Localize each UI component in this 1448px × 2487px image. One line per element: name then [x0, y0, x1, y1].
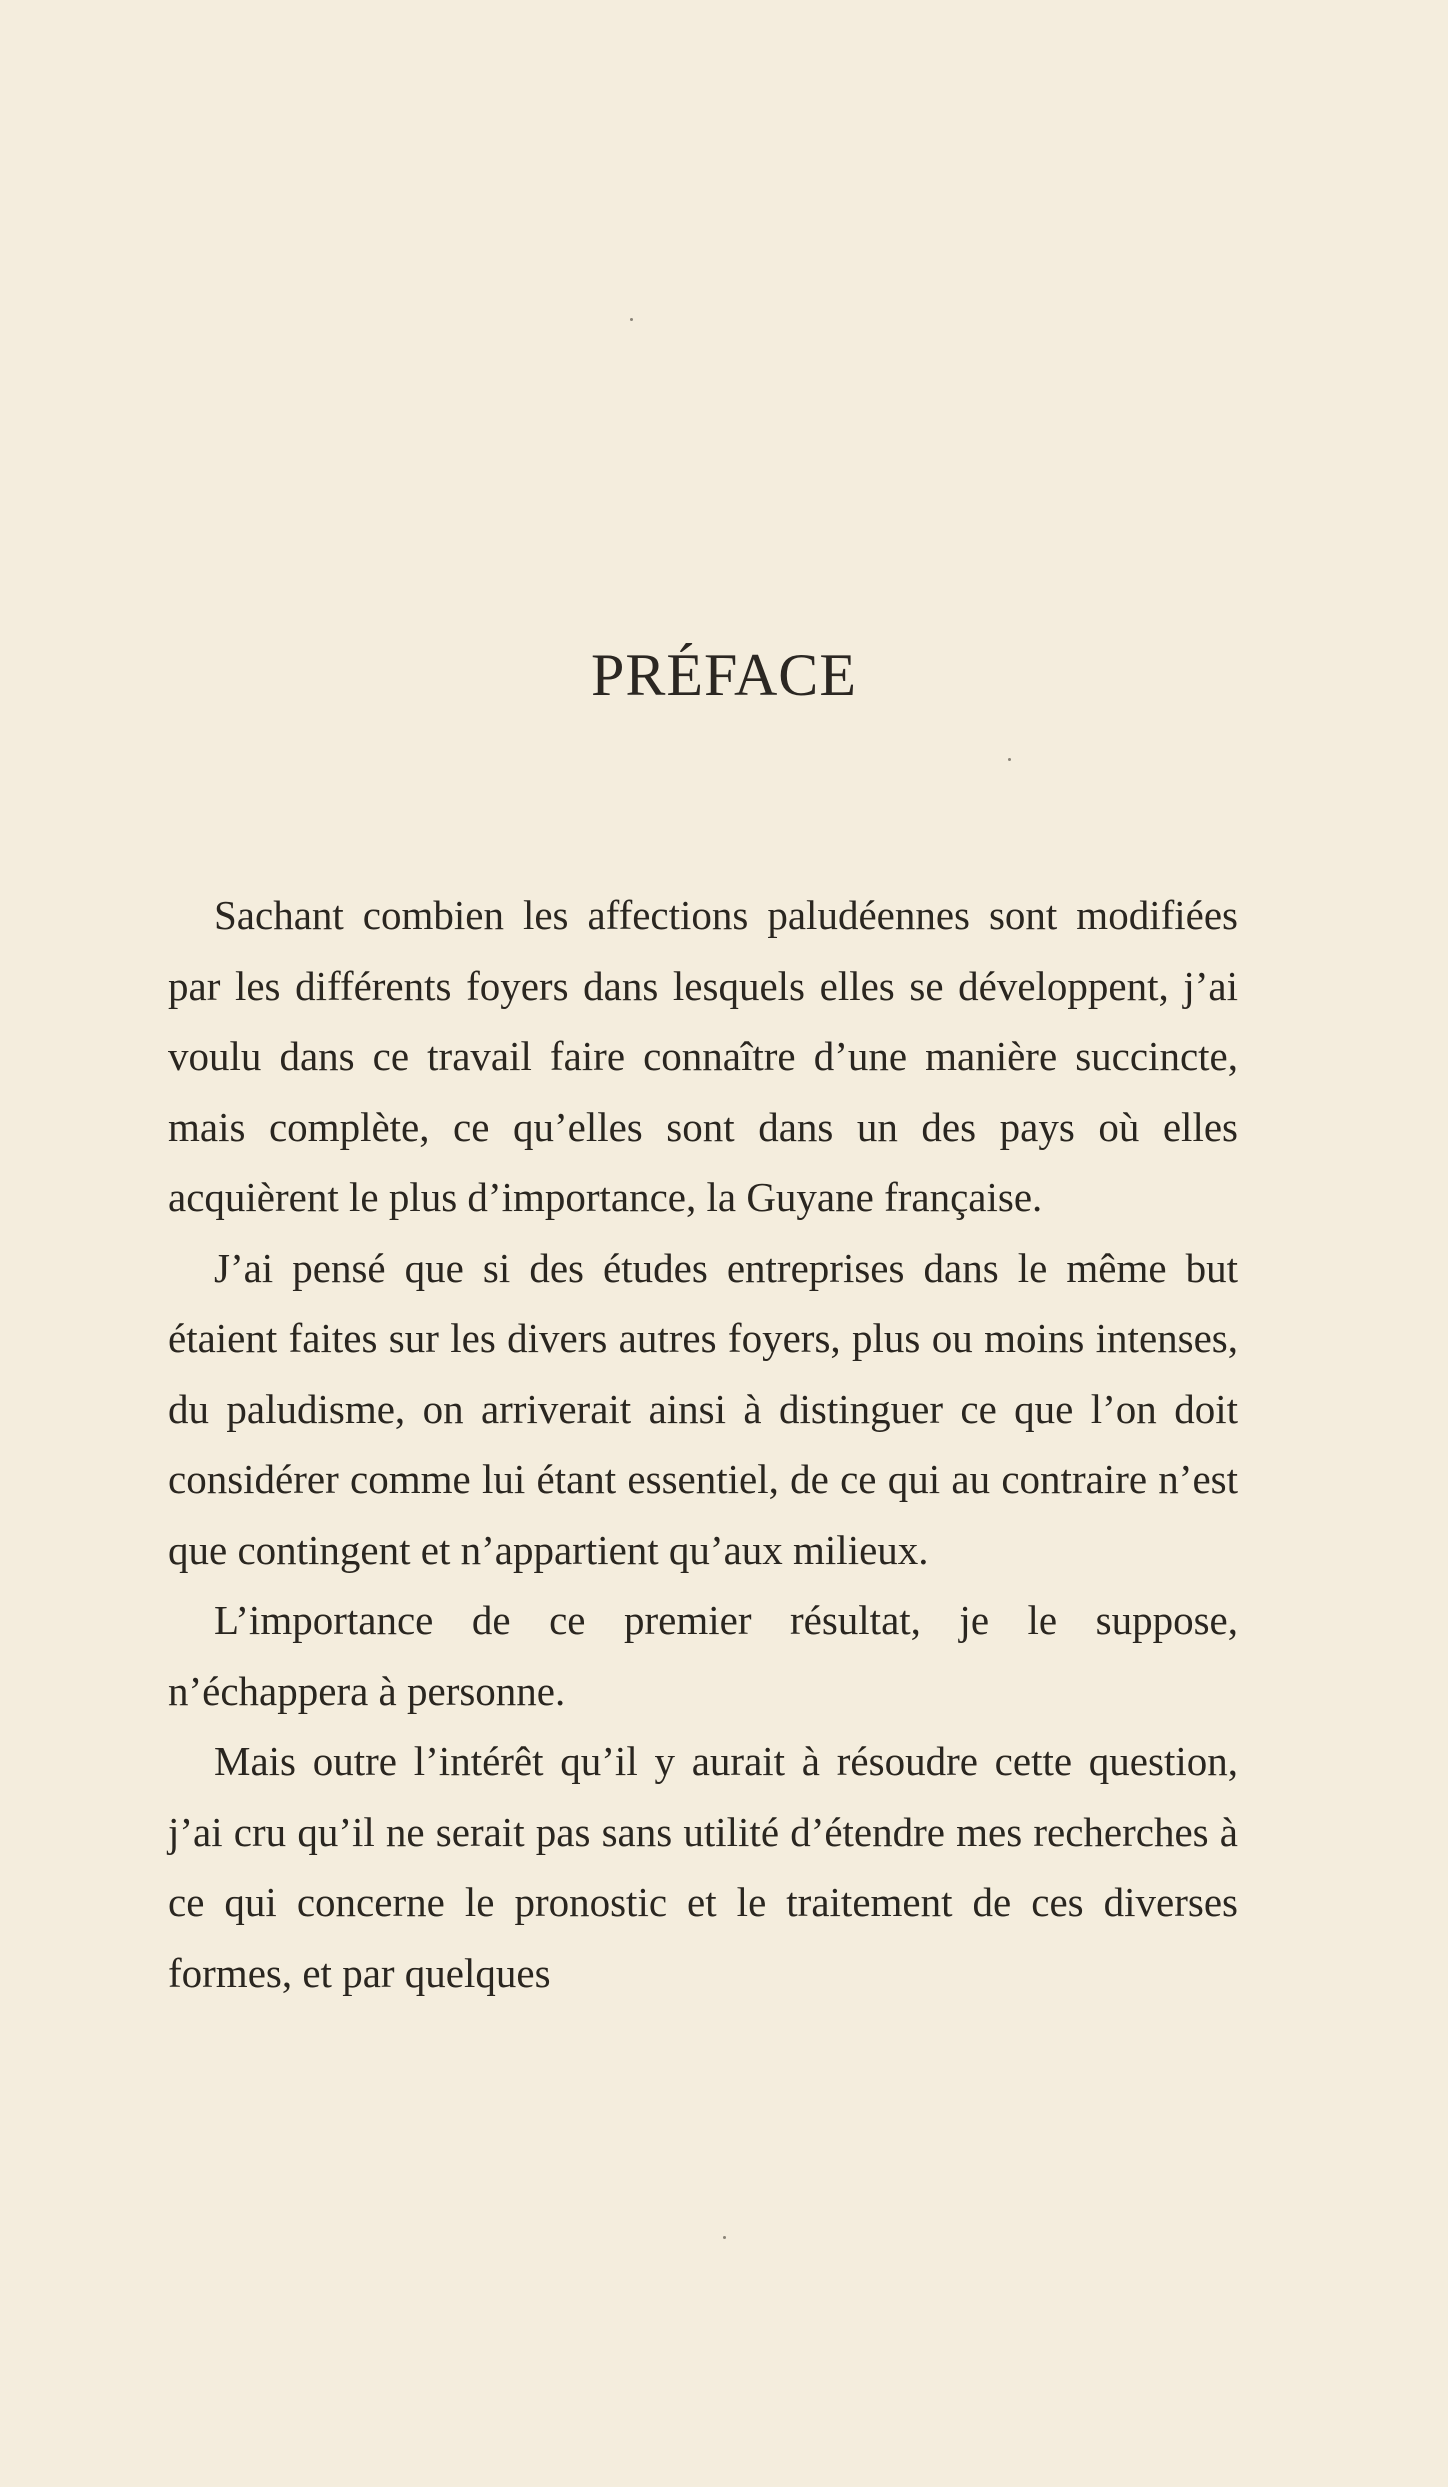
paragraph-3: L’importance de ce premier résultat, je le suppose, n’échappera à personne. [168, 1597, 1238, 1714]
print-speck [723, 2236, 726, 2239]
paragraph-4: Mais outre l’intérêt qu’il y aurait à résoudre cette question, j’ai cru qu’il ne serait pas sans utilité d’étendre mes recherches à ce qui concerne le pronostic et le traitement de ces diverses formes, et par quelques [168, 1738, 1238, 1996]
preface-body [168, 880, 1238, 2008]
page-title: PRÉFACE [591, 642, 857, 708]
print-speck [630, 318, 633, 321]
paragraph-2: J’ai pensé que si des études entreprises dans le même but étaient faites sur les divers autres foyers, plus ou moins intenses, du paludisme, on arriverait ainsi à distinguer ce que l’on doit considérer comme lui étant essentiel, de ce qui au contraire n’est que contingent et n’appartient qu’aux milieux. [168, 1244, 1238, 1573]
paragraph-1: Sachant combien les affections paludéennes sont modifiées par les différents foyers dans lesquels elles se développent, j’ai voulu dans ce travail faire connaître d’une manière succincte, mais complète, ce qu’elles sont dans un des pays où elles acquièrent le plus d’importance, la Guyane française. [168, 892, 1238, 1220]
print-speck [1008, 758, 1011, 761]
